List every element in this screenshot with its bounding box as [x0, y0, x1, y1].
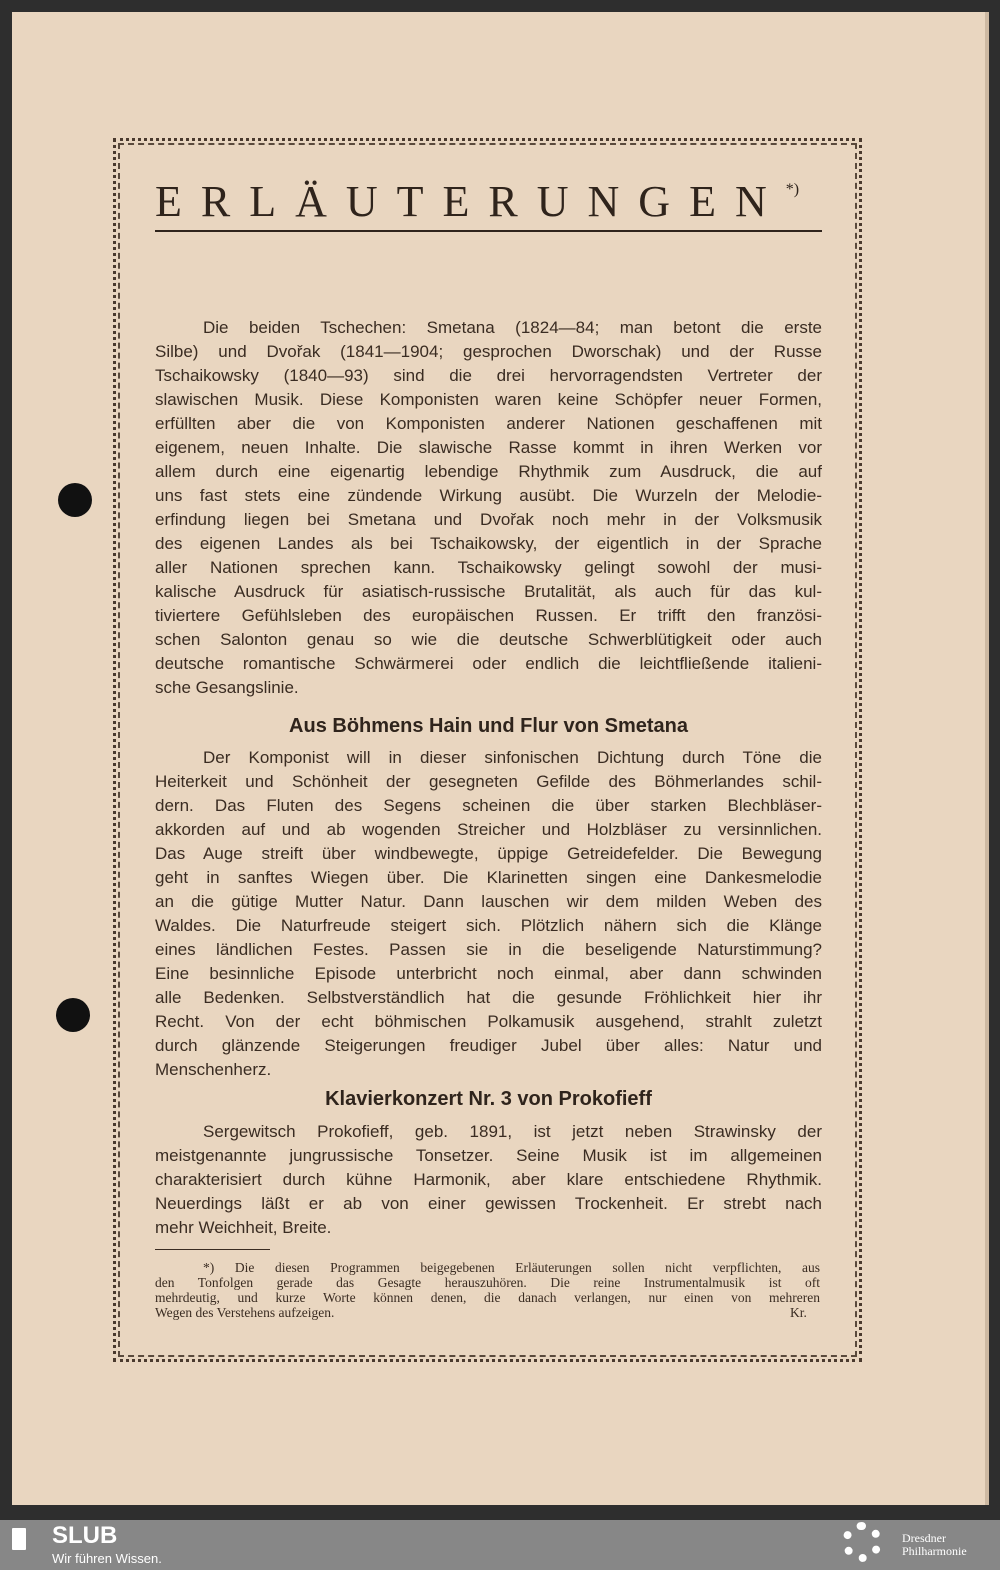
text-line: sche Gesangslinie. — [155, 678, 299, 697]
footnote-marker: *) — [785, 181, 800, 198]
text-line: Der Komponist will in dieser sinfonischen Dichtung durch Töne die — [203, 748, 822, 767]
text-line: allem durch eine eigenartig lebendige Rhythmik zum Ausdruck, die auf — [155, 462, 822, 481]
text-line: Waldes. Die Naturfreude steigert sich. Plötzlich nähern sich die Klänge — [155, 916, 822, 935]
text-line: Die beiden Tschechen: Smetana (1824—84; man betont die erste — [203, 318, 822, 337]
text-line: tiviertere Gefühlsleben des europäischen Russen. Er trifft den französi- — [155, 606, 822, 625]
text-line: charakterisiert durch kühne Harmonik, aber klare entschiedene Rhythmik. — [155, 1170, 822, 1189]
text-line: Neuerdings läßt er ab von einer gewissen Trockenheit. Er strebt nach — [155, 1194, 822, 1213]
logo-line: Philharmonie — [902, 1544, 967, 1558]
text-line: den Tonfolgen gerade das Gesagte herauszuhören. Die reine Instrumentalmusik ist oft — [155, 1275, 820, 1290]
text-line: Silbe) und Dvořak (1841—1904; gesprochen Dworschak) und der Russe — [155, 342, 822, 361]
text-line: eines ländlichen Festes. Passen sie in die beseligende Naturstimmung? — [155, 940, 822, 959]
text-line: meistgenannte jungrussische Tonsetzer. Seine Musik ist im allgemeinen — [155, 1146, 822, 1165]
text-line: mehrdeutig, und kurze Worte können denen, die danach verlangen, nur einen von mehreren — [155, 1290, 820, 1305]
paragraph-smetana — [155, 746, 822, 1082]
paragraph-prokofieff — [155, 1120, 822, 1240]
text-line: Menschenherz. — [155, 1060, 272, 1079]
section-heading-prokofieff: Klavierkonzert Nr. 3 von Prokofieff — [325, 1088, 652, 1110]
footnote-signature: Kr. — [790, 1305, 807, 1320]
text-line: erfüllten aber die von Komponisten anderer Nationen geschaffenen mit — [155, 414, 822, 433]
title-text: ERLÄUTERUNGEN — [155, 177, 786, 226]
text-line: erfindung liegen bei Smetana und Dvořak noch mehr in der Volksmusik — [155, 510, 822, 529]
text-line: Wegen des Verstehens aufzeigen. — [155, 1305, 335, 1320]
text-line: Recht. Von der echt böhmischen Polkamusik ausgehend, strahlt zuletzt — [155, 1012, 822, 1031]
text-line: des eigenen Landes als bei Tschaikowsky, der eigentlich in der Sprache — [155, 534, 822, 553]
text-line: akkorden auf und ab wogenden Streicher und Holzbläser zu versinnlichen. — [155, 820, 822, 839]
text-line: dern. Das Fluten des Segens scheinen die über starken Blechbläser- — [155, 796, 822, 815]
text-line: slawischen Musik. Diese Komponisten waren keine Schöpfer neuer Formen, — [155, 390, 822, 409]
text-line: Tschaikowsky (1840—93) sind die drei hervorragendsten Vertreter der — [155, 366, 822, 385]
text-line: aller Nationen sprechen kann. Tschaikowsky gelingt sowohl der musi- — [155, 558, 822, 577]
text-line: an die gütige Mutter Natur. Dann lauschen wir dem milden Weben des — [155, 892, 822, 911]
text-line: Heiterkeit und Schönheit der gesegneten Gefilde des Böhmerlandes schil- — [155, 772, 822, 791]
text-line: mehr Weichheit, Breite. — [155, 1218, 332, 1237]
text-line: alle Bedenken. Selbstverständlich hat die gesunde Fröhlichkeit hier ihr — [155, 988, 822, 1007]
footnote — [155, 1260, 820, 1320]
page-edge — [985, 12, 989, 1505]
title-rule — [155, 230, 822, 232]
page-title — [155, 176, 855, 227]
logo-line: Dresdner — [902, 1531, 946, 1545]
text-line: *) Die diesen Programmen beigegebenen Erläuterungen sollen nicht verpflichten, aus — [203, 1260, 820, 1275]
slub-logo[interactable]: SLUB — [52, 1522, 118, 1549]
text-line: geht in sanftes Wiegen über. Die Klarinetten singen eine Dankesmelodie — [155, 868, 822, 887]
philharmonie-logo-icon — [842, 1522, 882, 1562]
text-line: durch glänzende Steigerungen freudiger Jubel über alles: Natur und — [155, 1036, 822, 1055]
text-line: eigenem, neuen Inhalte. Die slawische Rasse kommt in ihren Werken vor — [155, 438, 822, 457]
philharmonie-logo[interactable] — [902, 1532, 967, 1558]
paragraph-intro — [155, 316, 822, 700]
footnote-rule — [155, 1249, 270, 1250]
text-line: schen Salonton genau so wie die deutsche Schwerblütigkeit oder auch — [155, 630, 822, 649]
text-line: deutsche romantische Schwärmerei oder endlich die leichtfließende italieni- — [155, 654, 822, 673]
slub-tagline: Wir führen Wissen. — [52, 1551, 162, 1566]
punch-hole — [56, 998, 90, 1032]
punch-hole — [58, 483, 92, 517]
text-line: Das Auge streift über windbewegte, üppige Getreidefelder. Die Bewegung — [155, 844, 822, 863]
text-line: kalische Ausdruck für asiatisch-russische Brutalität, als auch für das kul- — [155, 582, 822, 601]
text-line: uns fast stets eine zündende Wirkung ausübt. Die Wurzeln der Melodie- — [155, 486, 822, 505]
section-heading-smetana: Aus Böhmens Hain und Flur von Smetana — [289, 715, 688, 737]
text-line: Eine besinnliche Episode unterbricht noch einmal, aber dann schwinden — [155, 964, 822, 983]
text-line: Sergewitsch Prokofieff, geb. 1891, ist jetzt neben Strawinsky der — [203, 1122, 822, 1141]
book-icon — [12, 1528, 26, 1550]
footer-bar — [0, 1520, 1000, 1570]
